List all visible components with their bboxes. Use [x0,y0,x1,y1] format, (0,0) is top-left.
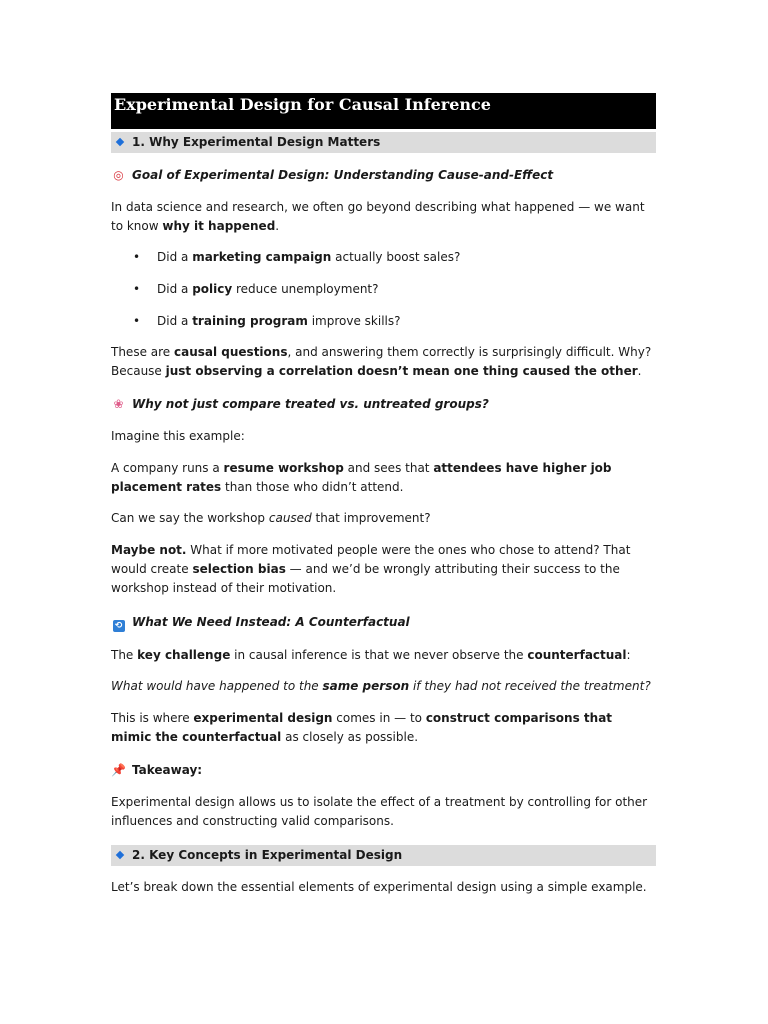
causal-text: These are [111,345,174,359]
key-paragraph [111,646,656,665]
list-item [111,280,656,298]
blue-diamond-icon [116,138,124,146]
document-title: Experimental Design for Causal Inference [111,93,656,129]
what-bold: same person [322,679,410,693]
maybe-text: — and we’d be wrongly attributing their success to the workshop instead of their motivation. [111,562,620,595]
key-end: : [626,648,631,662]
company-text: and sees that [343,461,434,475]
section-heading-2 [111,845,656,866]
this-text: as closely as possible. [281,730,419,744]
maybe-text: What if more motivated people were the ones who chose to attend? That would create [111,543,631,576]
list-item-text: Did a [157,314,193,328]
document-page [111,93,656,897]
intro-paragraph [111,198,656,236]
takeaway-paragraph: Experimental design allows us to isolate the effect of a treatment by controlling for other influences and constructing valid comparisons. [111,795,648,828]
list-item-bold: policy [192,282,233,296]
maybe-bold: selection bias [192,562,286,576]
company-text: A company runs a [111,461,224,475]
pushpin-icon: 📌 [111,763,126,777]
bullet-icon: • [133,250,141,264]
imagine-paragraph: Imagine this example: [111,429,245,443]
causal-end: . [637,364,642,378]
company-bold: attendees have higher job placement rates [111,461,612,494]
this-paragraph [111,709,656,747]
section-heading-2-text: 2. Key Concepts in Experimental Design [132,848,403,862]
causal-text: , and answering them correctly is surprisingly difficult. Why? Because [111,345,652,378]
this-bold: experimental design [193,711,333,725]
bullet-icon: • [133,314,141,328]
bullet-icon: • [133,282,141,296]
brain-icon: ❀ [113,397,124,411]
list-item-text: reduce unemployment? [232,282,379,296]
this-bold: construct comparisons that mimic the counterfactual [111,711,613,744]
question-list [111,248,656,330]
goal-subheading-text: Goal of Experimental Design: Understanding Cause-and-Effect [132,168,554,182]
list-item-text: Did a [157,250,193,264]
maybe-paragraph [111,541,656,598]
company-paragraph [111,459,656,497]
cansay-text: that improvement? [311,511,431,525]
list-item-bold: marketing campaign [192,250,332,264]
takeaway-heading [111,761,656,779]
key-text: The [111,648,138,662]
section-heading-1 [111,132,656,153]
list-item-bold: training program [192,314,308,328]
need-subheading [111,613,656,632]
what-text: What would have happened to the [111,679,323,693]
key-bold: counterfactual [527,648,627,662]
maybe-bold: Maybe not. [111,543,187,557]
intro-bold: why it happened [162,219,276,233]
cansay-text: Can we say the workshop [111,511,269,525]
need-subheading-text: What We Need Instead: A Counterfactual [132,615,410,629]
list-item-text: improve skills? [307,314,401,328]
intro-text: In data science and research, we often go beyond describing what happened — we want to know [111,200,645,233]
causal-paragraph [111,343,656,381]
this-text: comes in — to [332,711,426,725]
section-heading-1-text: 1. Why Experimental Design Matters [132,135,381,149]
what-text: if they had not received the treatment? [409,679,651,693]
key-text: in causal inference is that we never observe the [230,648,528,662]
takeaway-label: Takeaway: [132,763,203,777]
company-bold: resume workshop [223,461,344,475]
key-bold: key challenge [137,648,231,662]
what-paragraph [111,677,656,696]
target-icon: ◎ [113,168,124,182]
list-item-text: Did a [157,282,193,296]
causal-bold: causal questions [174,345,288,359]
why-subheading-text: Why not just compare treated vs. untreated groups? [132,397,489,411]
this-text: This is where [111,711,194,725]
intro-end: . [275,219,280,233]
cansay-italic: caused [268,511,312,525]
blue-diamond-icon [116,851,124,859]
repeat-icon: ⟲ [111,613,126,632]
list-item-text: actually boost sales? [331,250,461,264]
list-item [111,312,656,330]
causal-bold: just observing a correlation doesn’t mean one thing caused the other [165,364,638,378]
list-item [111,248,656,266]
section2-intro-paragraph: Let’s break down the essential elements of experimental design using a simple example. [111,880,647,894]
company-text: than those who didn’t attend. [221,480,404,494]
cansay-paragraph [111,509,656,528]
goal-subheading [111,166,656,184]
why-subheading [111,395,656,413]
